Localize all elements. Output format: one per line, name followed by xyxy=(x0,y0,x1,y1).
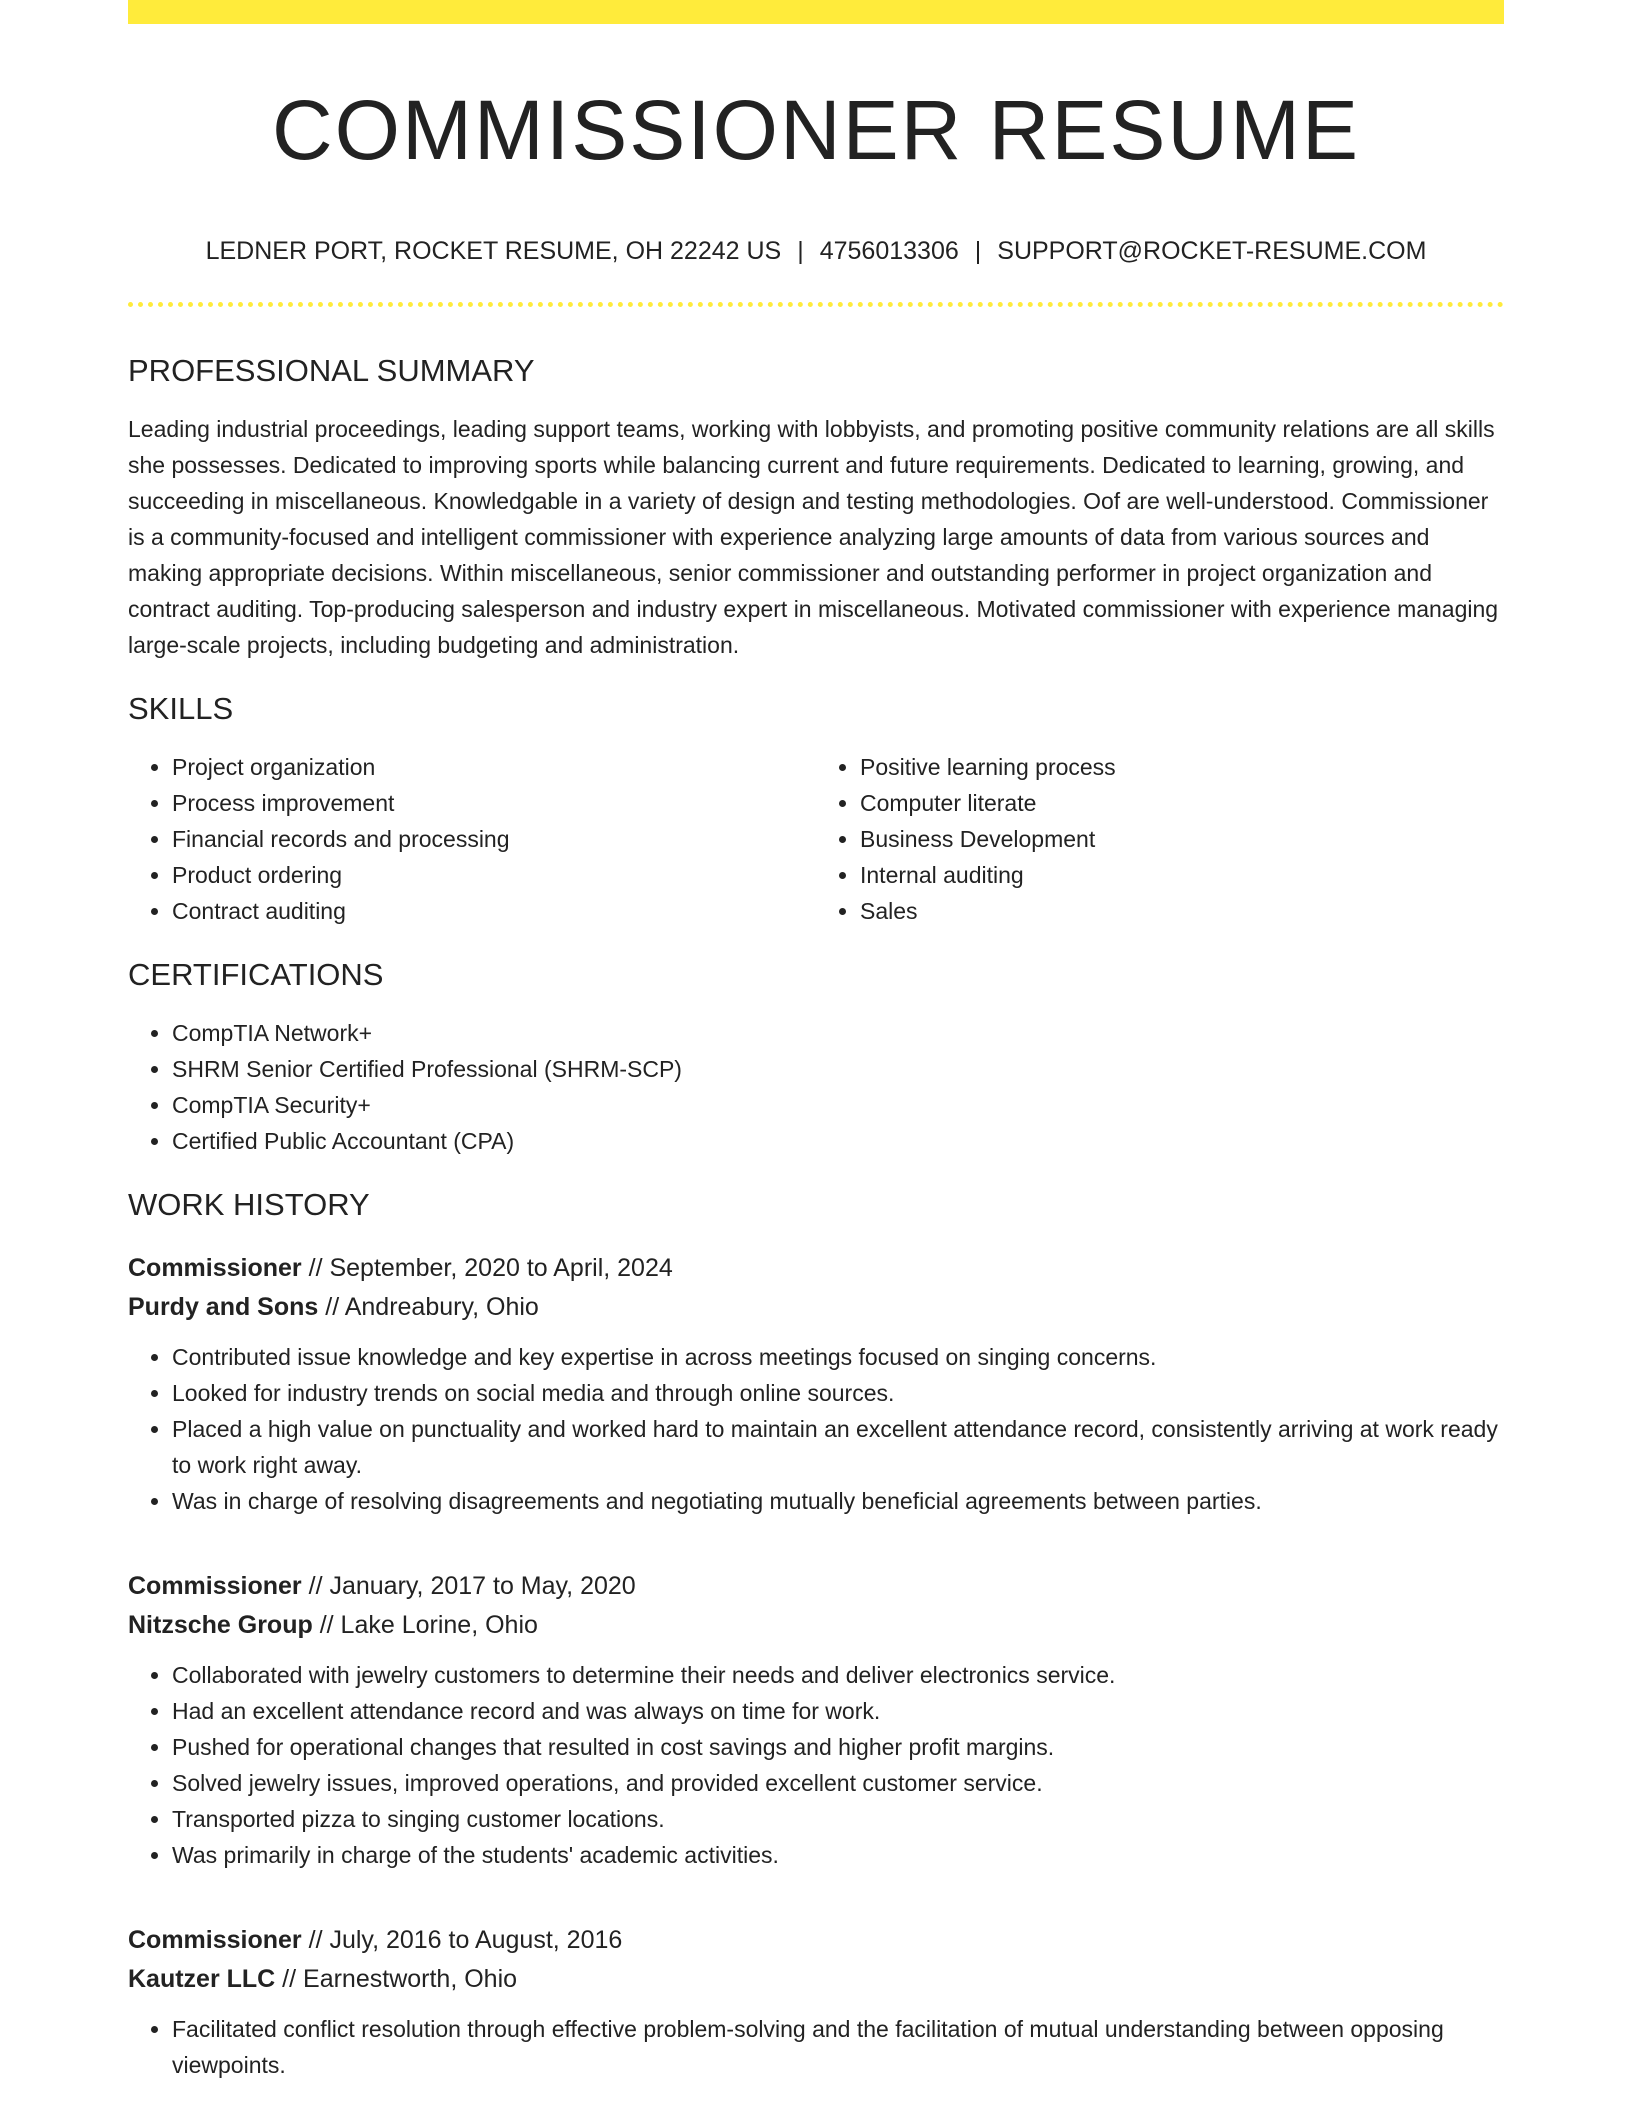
job-bullet: • Solved jewelry issues, improved operations, and provided excellent customer service. xyxy=(172,1765,1504,1801)
field-separator: // xyxy=(318,1293,345,1321)
job-title-line xyxy=(128,1921,1504,1960)
job-company: Kautzer LLC xyxy=(128,1965,276,1993)
job-company-line xyxy=(128,1288,1504,1327)
resume-page xyxy=(128,0,1504,2083)
skills-heading: SKILLS xyxy=(128,691,234,726)
skill-item: • Internal auditing xyxy=(860,857,1504,893)
field-separator: // xyxy=(301,1254,330,1282)
job-location: Earnestworth, Ohio xyxy=(303,1965,518,1993)
job-dates: July, 2016 to August, 2016 xyxy=(329,1926,623,1954)
certification-item: • SHRM Senior Certified Professional (SHRM-SCP) xyxy=(172,1051,1504,1087)
certifications-heading: CERTIFICATIONS xyxy=(128,957,384,992)
job-title-line xyxy=(128,1567,1504,1606)
job-entry xyxy=(128,1249,1504,1519)
work-history-heading: WORK HISTORY xyxy=(128,1187,370,1222)
certifications-list xyxy=(128,1015,1504,1159)
job-company-line xyxy=(128,1960,1504,1999)
job-company: Purdy and Sons xyxy=(128,1293,319,1321)
field-separator: // xyxy=(312,1611,341,1639)
job-bullet: • Was primarily in charge of the students' academic activities. xyxy=(172,1837,1504,1873)
skill-item: • Computer literate xyxy=(860,785,1504,821)
skill-item: • Contract auditing xyxy=(172,893,816,929)
summary-heading: PROFESSIONAL SUMMARY xyxy=(128,353,535,388)
contact-line xyxy=(128,235,1504,267)
skill-item: • Product ordering xyxy=(172,857,816,893)
contact-email: SUPPORT@ROCKET-RESUME.COM xyxy=(997,237,1427,265)
certification-item: • CompTIA Network+ xyxy=(172,1015,1504,1051)
skill-item: • Financial records and processing xyxy=(172,821,816,857)
skill-item: • Business Development xyxy=(860,821,1504,857)
dotted-divider xyxy=(128,302,1504,307)
skills-list-right xyxy=(816,749,1504,929)
skills-list-left xyxy=(128,749,816,929)
contact-separator: | xyxy=(797,237,804,265)
certification-item: • CompTIA Security+ xyxy=(172,1087,1504,1123)
skill-item: • Sales xyxy=(860,893,1504,929)
job-location: Lake Lorine, Ohio xyxy=(340,1611,538,1639)
skills-columns xyxy=(128,749,1504,929)
job-bullets xyxy=(128,2011,1504,2083)
job-bullets xyxy=(128,1339,1504,1519)
job-title-line xyxy=(128,1249,1504,1288)
job-entry xyxy=(128,1921,1504,2083)
job-location: Andreabury, Ohio xyxy=(344,1293,539,1321)
contact-address: LEDNER PORT, ROCKET RESUME, OH 22242 US xyxy=(205,237,782,265)
job-company: Nitzsche Group xyxy=(128,1611,313,1639)
contact-separator: | xyxy=(974,237,982,265)
job-company-line xyxy=(128,1606,1504,1645)
job-bullet: • Facilitated conflict resolution through effective problem-solving and the facilitation of mutual understanding between opposing viewpoints. xyxy=(172,2011,1504,2083)
field-separator: // xyxy=(301,1572,330,1600)
job-role: Commissioner xyxy=(128,1572,302,1600)
job-bullet: • Was in charge of resolving disagreements and negotiating mutually beneficial agreements between parties. xyxy=(172,1483,1504,1519)
job-bullets xyxy=(128,1657,1504,1873)
job-bullet: • Had an excellent attendance record and was always on time for work. xyxy=(172,1693,1504,1729)
job-role: Commissioner xyxy=(128,1254,302,1282)
field-separator: // xyxy=(301,1926,330,1954)
skill-item: • Positive learning process xyxy=(860,749,1504,785)
job-bullet: • Pushed for operational changes that resulted in cost savings and higher profit margins. xyxy=(172,1729,1504,1765)
job-role: Commissioner xyxy=(128,1926,302,1954)
field-separator: // xyxy=(275,1965,304,1993)
page-title: COMMISSIONER RESUME xyxy=(271,83,1361,177)
job-bullet: • Placed a high value on punctuality and worked hard to maintain an excellent attendance record, consistently arriving at work ready to work right away. xyxy=(172,1411,1504,1483)
contact-phone: 4756013306 xyxy=(819,237,959,265)
job-bullet: • Looked for industry trends on social media and through online sources. xyxy=(172,1375,1504,1411)
skill-item: • Process improvement xyxy=(172,785,816,821)
job-bullet: • Collaborated with jewelry customers to determine their needs and deliver electronics service. xyxy=(172,1657,1504,1693)
job-bullet: • Contributed issue knowledge and key expertise in across meetings focused on singing concerns. xyxy=(172,1339,1504,1375)
summary-text: Leading industrial proceedings, leading support teams, working with lobbyists, and promoting positive community relations are all skills she possesses. Dedicated to improving sports while balancing current and future requirements. Dedicated to learning, growing, and succeeding in miscellaneous. Knowledgable in a variety of design and testing methodologies. Oof are well-understood. Commissioner is a community-focused and intelligent commissioner with experience analyzing large amounts of data from various sources and making appropriate decisions. Within miscellaneous, senior commissioner and outstanding performer in project organization and contract auditing. Top-producing salesperson and industry expert in miscellaneous. Motivated commissioner with experience managing large-scale projects, including budgeting and administration. xyxy=(128,416,1499,658)
job-dates: September, 2020 to April, 2024 xyxy=(329,1254,673,1282)
job-dates: January, 2017 to May, 2020 xyxy=(329,1572,636,1600)
accent-top-bar xyxy=(128,0,1504,24)
job-entry xyxy=(128,1567,1504,1873)
job-bullet: • Transported pizza to singing customer locations. xyxy=(172,1801,1504,1837)
skill-item: • Project organization xyxy=(172,749,816,785)
certification-item: • Certified Public Accountant (CPA) xyxy=(172,1123,1504,1159)
